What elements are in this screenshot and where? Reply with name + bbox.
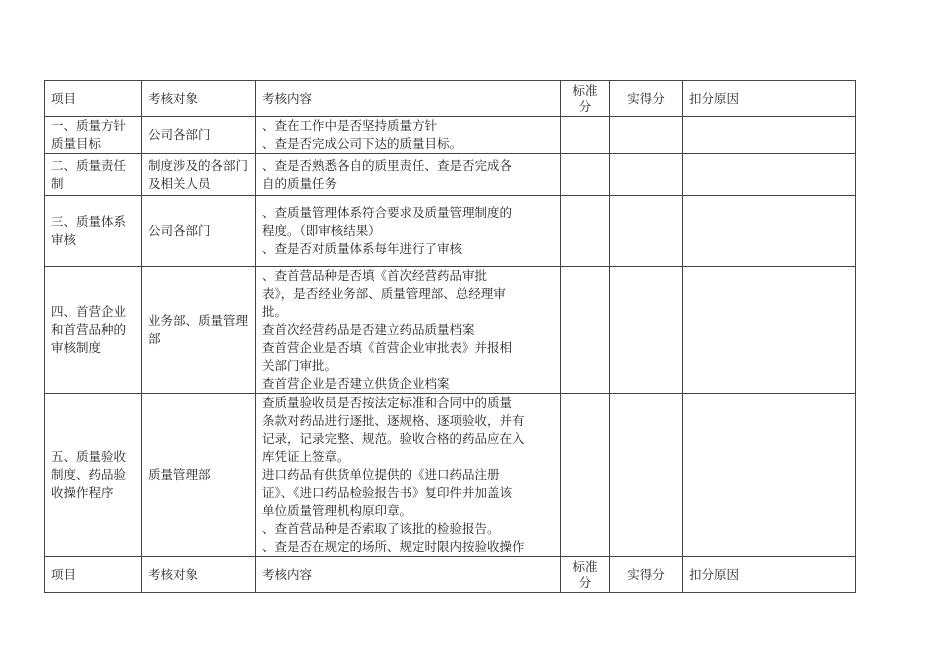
row-item: 二、质量责任制	[45, 154, 142, 196]
header-standard: 标准 分	[561, 557, 610, 593]
row-standard	[561, 154, 610, 196]
row-item: 三、质量体系审核	[45, 196, 142, 267]
row-item: 五、质量验收制度、药品验收操作程序	[45, 394, 142, 557]
row-target: 质量管理部	[142, 394, 256, 557]
header-content: 考核内容	[256, 81, 561, 117]
row-content: 、查质量管理体系符合要求及质量管理制度的 程度。（即审核结果） 、查是否对质量体系每年进行了审核	[256, 196, 561, 267]
table-row	[45, 154, 856, 196]
row-target: 公司各部门	[142, 196, 256, 267]
header-target: 考核对象	[142, 557, 256, 593]
header-reason: 扣分原因	[683, 81, 856, 117]
row-item: 一、质量方针质量目标	[45, 117, 142, 154]
row-reason	[683, 267, 856, 394]
row-actual	[610, 154, 683, 196]
row-actual	[610, 117, 683, 154]
row-target: 制度涉及的各部门及相关人员	[142, 154, 256, 196]
assessment-table	[44, 80, 856, 593]
header-target: 考核对象	[142, 81, 256, 117]
footer-header-row	[45, 557, 856, 593]
header-content: 考核内容	[256, 557, 561, 593]
row-reason	[683, 394, 856, 557]
row-target: 业务部、质量管理部	[142, 267, 256, 394]
header-reason: 扣分原因	[683, 557, 856, 593]
header-row	[45, 81, 856, 117]
row-reason	[683, 117, 856, 154]
row-target: 公司各部门	[142, 117, 256, 154]
header-standard: 标准 分	[561, 81, 610, 117]
row-content: 、查首营品种是否填《首次经营药品审批 表》，是否经业务部、质量管理部、总经理审 批。 查首次经营药品是否建立药品质量档案 查首营企业是否填《首营企业审批表》并报相 关部门审批。 查首营企业是否建立供货企业档案	[256, 267, 561, 394]
table-row	[45, 394, 856, 557]
table-row	[45, 267, 856, 394]
row-standard	[561, 117, 610, 154]
row-actual	[610, 267, 683, 394]
header-actual: 实得分	[610, 81, 683, 117]
row-standard	[561, 196, 610, 267]
row-actual	[610, 394, 683, 557]
row-reason	[683, 154, 856, 196]
row-standard	[561, 267, 610, 394]
row-content: 、查在工作中是否坚持质量方针 、查是否完成公司下达的质量目标。	[256, 117, 561, 154]
header-item: 项目	[45, 557, 142, 593]
table-row	[45, 196, 856, 267]
header-actual: 实得分	[610, 557, 683, 593]
table-row	[45, 117, 856, 154]
header-item: 项目	[45, 81, 142, 117]
row-actual	[610, 196, 683, 267]
row-content: 、查是否熟悉各自的质里责任、查是否完成各 自的质量任务	[256, 154, 561, 196]
row-item: 四、首营企业和首营品种的审核制度	[45, 267, 142, 394]
row-content: 查质量验收员是否按法定标准和合同中的质量 条款对药品进行逐批、逐规格、逐项验收，并有 记录，记录完整、规范。验收合格的药品应在入 库凭证上签章。 进口药品有供货单位提供的《进口药品注册 证》、《进口药品检验报告书》复印件并加盖该 单位质量管理机构原印章。 、查首营品种是否索取了该批的检验报告。 、查是否在规定的场所、规定时限内按验收操作	[256, 394, 561, 557]
row-reason	[683, 196, 856, 267]
row-standard	[561, 394, 610, 557]
